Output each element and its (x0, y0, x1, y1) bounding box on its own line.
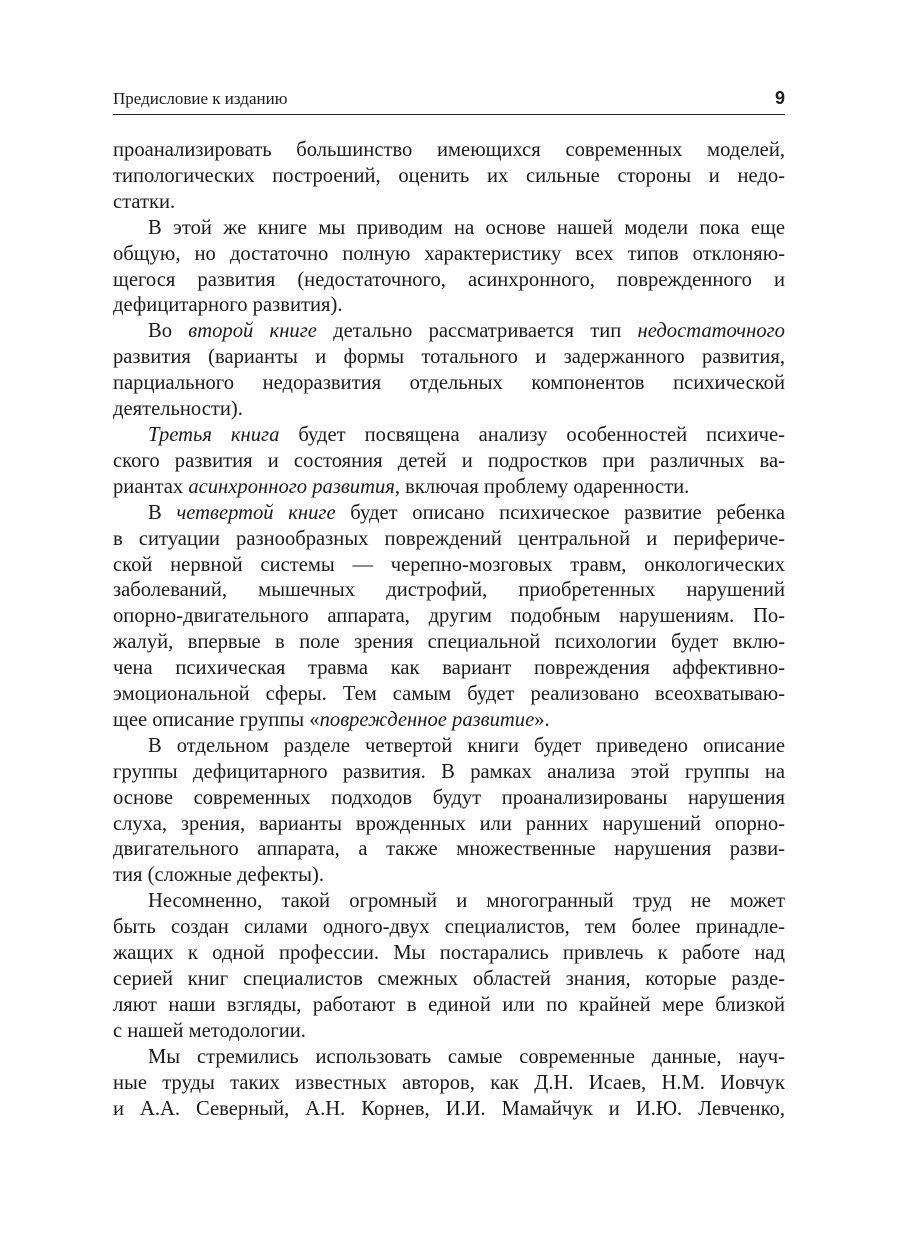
text-line: основе современных подходов будут проанализированы нарушения (113, 786, 785, 809)
text-line: с нашей методологии. (113, 1019, 306, 1042)
text-line: чена психическая травма как вариант повреждения аффективно- (113, 657, 785, 680)
text-line: общую, но достаточно полную характеристику всех типов отклоняю- (113, 242, 785, 265)
text-run: будет посвящена анализу особенностей психиче- (279, 423, 785, 446)
italic-term: асинхронного развития (188, 475, 395, 498)
text-line: жащих к одной профессии. Мы постарались привлечь к работе над (113, 942, 785, 965)
text-run: детально рассматривается тип (316, 320, 638, 343)
text-run: будет описано психическое развитие ребенка (335, 501, 785, 524)
paragraph (113, 501, 785, 734)
text-line (113, 708, 785, 734)
paragraph (113, 423, 785, 501)
text-line: быть создан силами одного-двух специалистов, тем более принадле- (113, 916, 785, 939)
running-header-title: Предисловие к изданию (113, 89, 288, 108)
text-line: в ситуации разнообразных повреждений центральной и перифериче- (113, 527, 785, 550)
text-line: ные труды таких известных авторов, как Д.Н. Исаев, Н.М. Иовчук (113, 1071, 785, 1094)
text-line: жалуй, впервые в поле зрения специальной психологии будет вклю- (113, 631, 785, 654)
text-line (113, 475, 785, 501)
paragraph (113, 1045, 785, 1123)
text-line: деятельности). (113, 398, 243, 421)
text-line: В отдельном разделе четвертой книги будет приведено описание (148, 734, 785, 757)
text-line: двигательного аппарата, а также множественные нарушения разви- (113, 838, 785, 861)
paragraph (113, 889, 785, 1044)
text-line: заболеваний, мышечных дистрофий, приобретенных нарушений (113, 579, 785, 602)
text-line: щегося развития (недостаточного, асинхронного, поврежденного и (113, 268, 785, 291)
paragraph (113, 319, 785, 423)
text-line: В этой же книге мы приводим на основе нашей модели пока еще (148, 216, 785, 239)
text-line: тия (сложные дефекты). (113, 864, 325, 887)
text-line: Мы стремились использовать самые современные данные, науч- (148, 1045, 785, 1068)
text-line: и А.А. Северный, А.Н. Корнев, И.И. Мамайчук и И.Ю. Левченко, (113, 1097, 785, 1120)
text-run: щее описание группы « (113, 708, 320, 731)
italic-term: четвертой книге (176, 501, 336, 524)
text-line: ляют наши взгляды, работают в единой или по крайней мере близкой (113, 993, 785, 1016)
text-line: Несомненно, такой огромный и многогранный труд не может (148, 890, 785, 913)
text-run: ». (534, 708, 550, 731)
text-line: опорно-двигательного аппарата, другим подобным нарушениям. По- (113, 605, 785, 628)
text-run: Во (148, 320, 189, 343)
body-text (113, 138, 785, 1122)
text-line: серией книг специалистов смежных областей знания, которые разде- (113, 968, 785, 990)
paragraph (113, 216, 785, 320)
paragraph (113, 734, 785, 889)
text-line (113, 319, 785, 345)
text-line: слуха, зрения, варианты врожденных или ранних нарушений опорно- (113, 812, 785, 835)
text-line: развития (варианты и формы тотального и задержанного развития, (113, 346, 785, 369)
text-line (113, 501, 785, 527)
text-line: группы дефицитарного развития. В рамках анализа этой группы на (113, 760, 785, 783)
italic-term: поврежденное развитие (319, 708, 535, 731)
text-run: В (148, 501, 177, 524)
text-line: парциального недоразвития отдельных компонентов психической (113, 372, 785, 395)
text-line: дефицитарного развития). (113, 294, 343, 317)
text-line: типологических построений, оценить их сильные стороны и недо- (113, 164, 785, 187)
italic-term: недостаточного (637, 320, 785, 343)
text-run: риантах (113, 475, 189, 498)
text-run: , включая проблему одаренности. (394, 475, 690, 498)
text-line: ского развития и состояния детей и подростков при различных ва- (113, 449, 785, 472)
running-header (113, 86, 785, 115)
text-line: эмоциональной сферы. Тем самым будет реализовано всеохватываю- (113, 683, 785, 706)
text-line (113, 423, 785, 449)
text-line: статки. (113, 190, 176, 213)
italic-term: второй книге (188, 320, 317, 343)
text-line: ской нервной системы — черепно-мозговых травм, онкологических (113, 553, 785, 576)
page-number: 9 (774, 88, 785, 108)
paragraph (113, 138, 785, 216)
text-line: проанализировать большинство имеющихся современных моделей, (113, 139, 785, 161)
italic-term: Третья книга (148, 423, 280, 446)
